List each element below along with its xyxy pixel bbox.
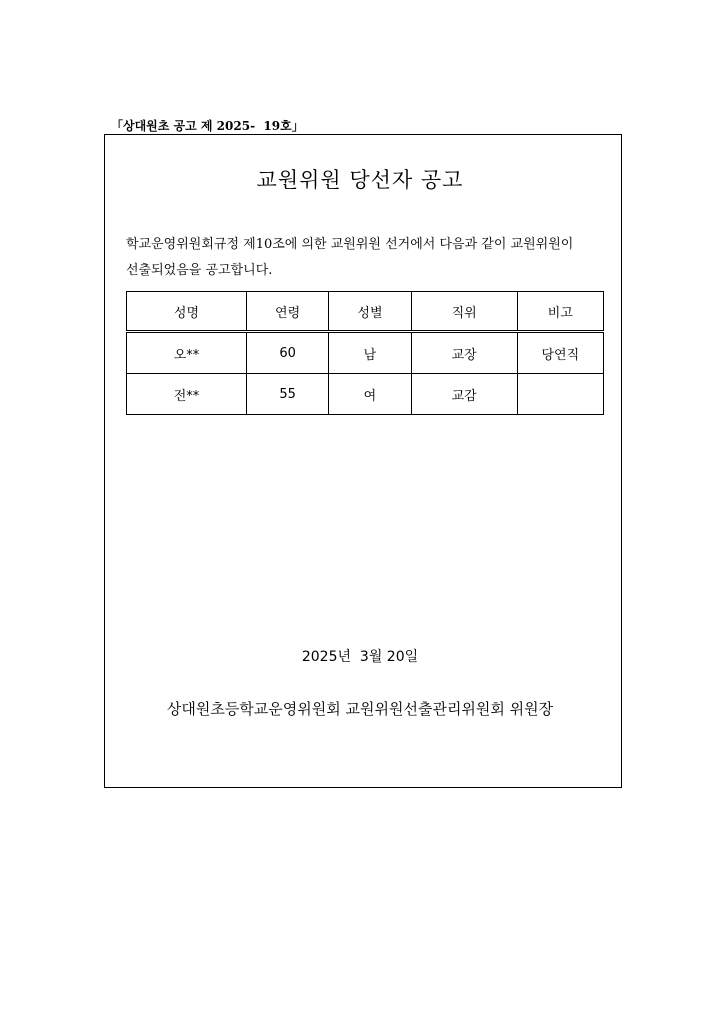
elected-candidates-table [126,291,604,415]
cell-sex: 남 [329,332,411,374]
cell-position: 교장 [411,332,517,374]
table-row [127,332,604,374]
cell-position: 교감 [411,374,517,415]
cell-sex: 여 [329,374,411,415]
document-title: 교원위원 당선자 공고 [256,168,464,192]
cell-age: 55 [246,374,328,415]
table-header-row [127,292,604,332]
header-name: 성명 [127,292,247,332]
announcement-body [126,232,606,284]
cell-name: 오** [127,332,247,374]
announcement-date: 2025년 3월 20일 [301,649,419,665]
cell-name: 전** [127,374,247,415]
header-age: 연령 [246,292,328,332]
cell-note [517,374,603,415]
announcement-line-1: 학교운영위원회규정 제10조에 의한 교원위원 선거에서 다음과 같이 교원위원이 [126,237,574,252]
signatory: 상대원초등학교운영위원회 교원위원선출관리위원회 위원장 [166,700,554,718]
announcement-line-2: 선출되었음을 공고합니다. [126,263,273,278]
table-row [127,374,604,415]
notice-number: 「상대원초 공고 제 2025- 19호」 [111,119,304,133]
header-sex: 성별 [329,292,411,332]
cell-age: 60 [246,332,328,374]
cell-note: 당연직 [517,332,603,374]
header-note: 비고 [517,292,603,332]
header-position: 직위 [411,292,517,332]
